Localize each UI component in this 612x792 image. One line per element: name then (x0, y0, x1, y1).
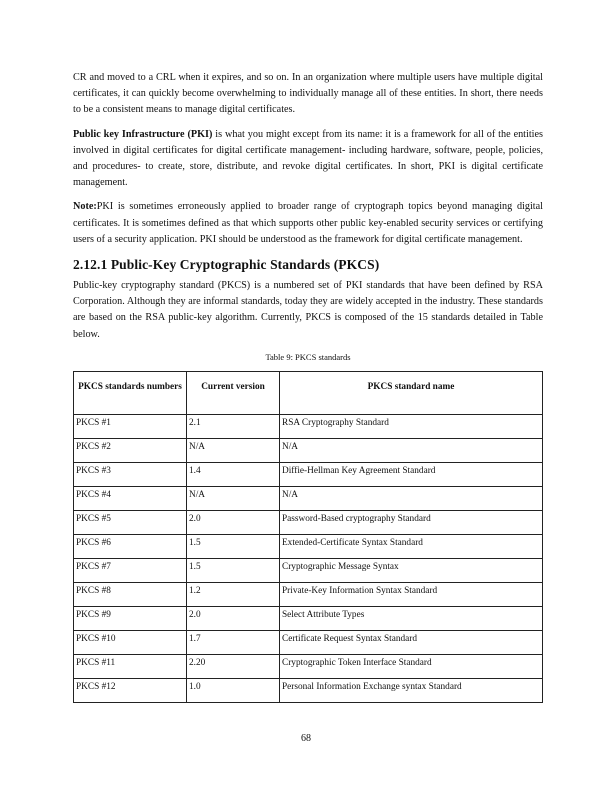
note-text: PKI is sometimes erroneously applied to broader range of cryptograph topics beyond managing digital certificates. It is sometimes defined as that which supports other public key-enabled security services or certifying users of a security application. PKI should be understood as the framework for digital certificate management. (73, 201, 543, 245)
cell-name: RSA Cryptography Standard (280, 414, 543, 438)
section-heading: 2.12.1 Public-Key Cryptographic Standards (PKCS) (73, 257, 380, 273)
cell-version: 2.20 (187, 654, 280, 678)
table-row (74, 654, 543, 678)
cell-name: Password-Based cryptography Standard (280, 510, 543, 534)
paragraph-crl: CR and moved to a CRL when it expires, and so on. In an organization where multiple users have multiple digital certificates, it can quickly become overwhelming to individually manage all of these entities. In short, there needs to be a consistent means to manage digital certificates. (73, 72, 543, 116)
cell-version: 1.5 (187, 558, 280, 582)
cell-name: Personal Information Exchange syntax Standard (280, 678, 543, 702)
cell-number: PKCS #1 (74, 414, 187, 438)
pki-term: Public key Infrastructure (PKI) (73, 128, 213, 140)
page-body (73, 70, 543, 703)
pki-definition: is what you might except from its name: it is a framework for all of the entities involved in digital certificates for digital certificate management- including hardware, software, people, policies, and procedures- to create, store, distribute, and revoke digital certificates. In short, PKI is digital certificate management. (73, 128, 543, 189)
header-version: Current version (187, 371, 280, 414)
cell-version: 1.0 (187, 678, 280, 702)
table-row (74, 678, 543, 702)
cell-version: 1.7 (187, 630, 280, 654)
cell-number: PKCS #2 (74, 438, 187, 462)
cell-name: N/A (280, 438, 543, 462)
cell-name: Private-Key Information Syntax Standard (280, 582, 543, 606)
cell-name: N/A (280, 486, 543, 510)
cell-name: Select Attribute Types (280, 606, 543, 630)
table-row (74, 630, 543, 654)
cell-number: PKCS #9 (74, 606, 187, 630)
cell-number: PKCS #12 (74, 678, 187, 702)
cell-name: Cryptographic Message Syntax (280, 558, 543, 582)
table-row (74, 606, 543, 630)
cell-number: PKCS #11 (74, 654, 187, 678)
header-numbers: PKCS standards numbers (74, 371, 187, 414)
table-row (74, 510, 543, 534)
cell-version: 1.4 (187, 462, 280, 486)
table-header-row (74, 371, 543, 414)
cell-number: PKCS #3 (74, 462, 187, 486)
page-number: 68 (301, 733, 311, 744)
cell-version: N/A (187, 438, 280, 462)
cell-version: N/A (187, 486, 280, 510)
paragraph-pki (73, 127, 543, 192)
cell-version: 1.5 (187, 534, 280, 558)
paragraph-pkcs: Public-key cryptography standard (PKCS) is a numbered set of PKI standards that have been defined by RSA Corporation. Although they are informal standards, today they are widely accepted in the industry. These standards are based on the RSA public-key algorithm. Currently, PKCS is composed of the 15 standards detailed in Table below. (73, 280, 543, 340)
cell-version: 2.0 (187, 510, 280, 534)
cell-name: Diffie-Hellman Key Agreement Standard (280, 462, 543, 486)
cell-number: PKCS #8 (74, 582, 187, 606)
cell-version: 2.0 (187, 606, 280, 630)
table-row (74, 414, 543, 438)
cell-name: Certificate Request Syntax Standard (280, 630, 543, 654)
note-label: Note: (73, 201, 97, 213)
cell-name: Extended-Certificate Syntax Standard (280, 534, 543, 558)
cell-version: 1.2 (187, 582, 280, 606)
paragraph-note (73, 199, 543, 248)
cell-number: PKCS #4 (74, 486, 187, 510)
cell-name: Cryptographic Token Interface Standard (280, 654, 543, 678)
table-caption: Table 9: PKCS standards (265, 351, 351, 362)
pkcs-table (73, 371, 543, 703)
table-row (74, 486, 543, 510)
table-row (74, 462, 543, 486)
table-row (74, 558, 543, 582)
table-row (74, 582, 543, 606)
cell-number: PKCS #5 (74, 510, 187, 534)
header-name: PKCS standard name (280, 371, 543, 414)
cell-number: PKCS #10 (74, 630, 187, 654)
cell-number: PKCS #7 (74, 558, 187, 582)
table-row (74, 534, 543, 558)
table-row (74, 438, 543, 462)
cell-version: 2.1 (187, 414, 280, 438)
cell-number: PKCS #6 (74, 534, 187, 558)
